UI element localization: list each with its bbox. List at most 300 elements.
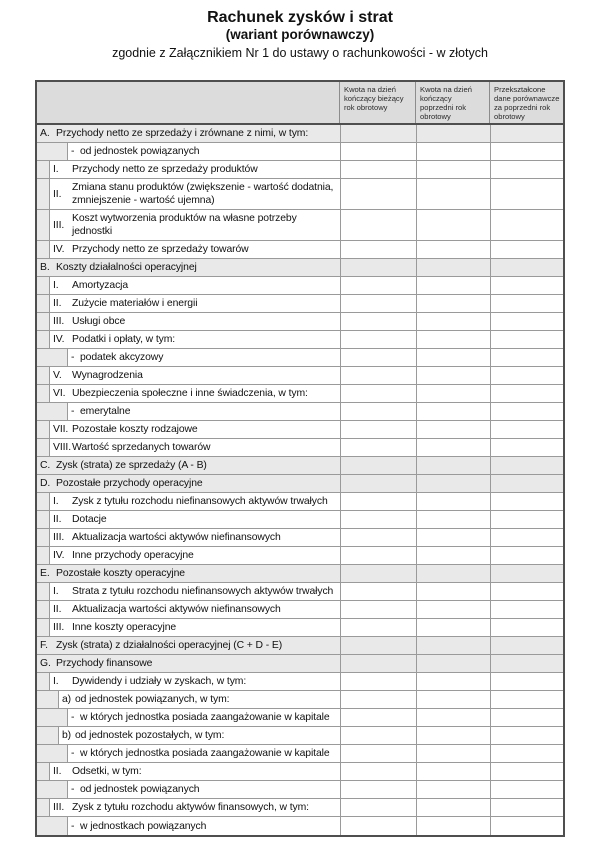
table-row	[37, 367, 563, 385]
row-text: Podatki i opłaty, w tym:	[72, 334, 176, 345]
value-cell-current-year	[340, 565, 416, 582]
value-cell-current-year	[340, 637, 416, 654]
value-cell-restated	[490, 367, 563, 384]
row-label	[37, 125, 340, 142]
document-header	[0, 0, 600, 61]
indent-spacer	[37, 799, 50, 816]
row-number: I.	[53, 586, 59, 597]
row-label	[50, 421, 340, 438]
row-number: II.	[53, 514, 62, 525]
value-cell-restated	[490, 637, 563, 654]
row-number: II.	[53, 298, 62, 309]
value-cell-restated	[490, 259, 563, 276]
row-text: Pozostałe koszty rodzajowe	[72, 424, 198, 435]
value-cell-previous-year	[416, 475, 490, 492]
value-cell-previous-year	[416, 457, 490, 474]
table-row	[37, 655, 563, 673]
row-text: Zmiana stanu produktów (zwiększenie - wartość dodatnia, zmniejszenie - wartość ujemna)	[72, 182, 334, 206]
value-cell-previous-year	[416, 259, 490, 276]
value-cell-current-year	[340, 763, 416, 780]
value-cell-current-year	[340, 277, 416, 294]
value-cell-previous-year	[416, 421, 490, 438]
value-cell-previous-year	[416, 161, 490, 178]
row-text: Koszty działalności operacyjnej	[56, 262, 197, 273]
value-cell-previous-year	[416, 349, 490, 366]
row-number: II.	[53, 766, 62, 777]
value-cell-previous-year	[416, 295, 490, 312]
row-number: -	[71, 784, 75, 795]
table-row	[37, 709, 563, 727]
table-row	[37, 727, 563, 745]
value-cell-previous-year	[416, 125, 490, 142]
indent-spacer	[37, 210, 50, 240]
row-text: Przychody netto ze sprzedaży produktów	[72, 164, 258, 175]
value-cell-current-year	[340, 439, 416, 456]
value-cell-restated	[490, 583, 563, 600]
table-row	[37, 403, 563, 421]
value-cell-current-year	[340, 781, 416, 798]
value-cell-restated	[490, 619, 563, 636]
profit-loss-table	[35, 80, 565, 837]
row-number: II.	[53, 188, 62, 200]
value-cell-previous-year	[416, 781, 490, 798]
row-text: Odsetki, w tym:	[72, 766, 142, 777]
row-text: Wynagrodzenia	[72, 370, 143, 381]
row-text: od jednostek pozostałych, w tym:	[75, 730, 225, 741]
value-cell-current-year	[340, 313, 416, 330]
value-cell-current-year	[340, 367, 416, 384]
value-cell-current-year	[340, 259, 416, 276]
value-cell-current-year	[340, 601, 416, 618]
row-label	[59, 727, 340, 744]
value-cell-restated	[490, 125, 563, 142]
row-label	[50, 367, 340, 384]
table-row	[37, 210, 563, 241]
table-row	[37, 619, 563, 637]
row-number: b)	[62, 730, 72, 741]
value-cell-restated	[490, 143, 563, 160]
row-label	[50, 385, 340, 402]
indent-spacer	[37, 691, 59, 708]
value-cell-previous-year	[416, 313, 490, 330]
value-cell-restated	[490, 781, 563, 798]
value-cell-current-year	[340, 125, 416, 142]
row-text: od jednostek powiązanych	[80, 784, 200, 795]
indent-spacer	[37, 763, 50, 780]
row-label	[50, 313, 340, 330]
indent-spacer	[37, 673, 50, 690]
table-row	[37, 673, 563, 691]
row-number: C.	[40, 460, 51, 471]
row-number: III.	[53, 532, 65, 543]
row-label	[68, 349, 340, 366]
value-cell-restated	[490, 439, 563, 456]
table-row	[37, 313, 563, 331]
row-text: Ubezpieczenia społeczne i inne świadczenia, w tym:	[72, 388, 308, 399]
value-cell-restated	[490, 799, 563, 816]
row-number: -	[71, 712, 75, 723]
row-number: VIII.	[53, 442, 71, 453]
value-cell-restated	[490, 763, 563, 780]
row-label	[37, 457, 340, 474]
table-row	[37, 439, 563, 457]
table-row	[37, 277, 563, 295]
value-cell-restated	[490, 161, 563, 178]
value-cell-restated	[490, 179, 563, 209]
indent-spacer	[37, 295, 50, 312]
table-row	[37, 241, 563, 259]
row-label	[50, 295, 340, 312]
indent-spacer	[37, 745, 68, 762]
value-cell-current-year	[340, 619, 416, 636]
row-label	[59, 691, 340, 708]
row-label	[50, 161, 340, 178]
value-cell-restated	[490, 493, 563, 510]
indent-spacer	[37, 709, 68, 726]
row-label	[68, 781, 340, 798]
indent-spacer	[37, 583, 50, 600]
value-cell-current-year	[340, 511, 416, 528]
row-label	[68, 817, 340, 835]
row-label	[50, 601, 340, 618]
value-cell-restated	[490, 277, 563, 294]
table-row	[37, 331, 563, 349]
table-body	[37, 125, 563, 835]
value-cell-current-year	[340, 817, 416, 835]
document-note: zgodnie z Załącznikiem Nr 1 do ustawy o rachunkowości - w złotych	[112, 46, 488, 60]
value-cell-current-year	[340, 403, 416, 420]
indent-spacer	[37, 313, 50, 330]
value-cell-restated	[490, 210, 563, 240]
table-row	[37, 601, 563, 619]
row-label	[37, 565, 340, 582]
table-row	[37, 143, 563, 161]
row-label	[50, 763, 340, 780]
row-number: VI.	[53, 388, 66, 399]
row-number: III.	[53, 219, 65, 231]
value-cell-previous-year	[416, 179, 490, 209]
row-label	[68, 745, 340, 762]
indent-spacer	[37, 817, 68, 835]
value-cell-previous-year	[416, 511, 490, 528]
indent-spacer	[37, 143, 68, 160]
value-cell-current-year	[340, 583, 416, 600]
row-number: V.	[53, 370, 62, 381]
value-cell-previous-year	[416, 331, 490, 348]
table-row	[37, 349, 563, 367]
row-text: od jednostek powiązanych	[80, 146, 200, 157]
row-number: I.	[53, 280, 59, 291]
value-cell-restated	[490, 601, 563, 618]
value-cell-restated	[490, 421, 563, 438]
table-row	[37, 781, 563, 799]
value-cell-current-year	[340, 799, 416, 816]
row-text: Amortyzacja	[72, 280, 129, 291]
row-label	[50, 583, 340, 600]
value-cell-previous-year	[416, 277, 490, 294]
value-cell-restated	[490, 529, 563, 546]
table-row	[37, 161, 563, 179]
indent-spacer	[37, 511, 50, 528]
row-text: Przychody netto ze sprzedaży towarów	[72, 244, 249, 255]
table-header-row	[37, 82, 563, 125]
value-cell-previous-year	[416, 637, 490, 654]
row-text: Pozostałe przychody operacyjne	[56, 478, 203, 489]
value-cell-previous-year	[416, 385, 490, 402]
table-row	[37, 125, 563, 143]
value-cell-previous-year	[416, 493, 490, 510]
row-text: w których jednostka posiada zaangażowanie w kapitale	[80, 712, 330, 723]
row-label	[50, 331, 340, 348]
value-cell-previous-year	[416, 799, 490, 816]
value-cell-previous-year	[416, 763, 490, 780]
table-row	[37, 493, 563, 511]
table-row	[37, 295, 563, 313]
row-number: I.	[53, 164, 59, 175]
value-cell-current-year	[340, 385, 416, 402]
row-number: IV.	[53, 550, 65, 561]
document-subtitle: (wariant porównawczy)	[225, 27, 375, 42]
table-row	[37, 799, 563, 817]
table-row	[37, 457, 563, 475]
value-cell-restated	[490, 475, 563, 492]
indent-spacer	[37, 161, 50, 178]
row-text: Inne przychody operacyjne	[72, 550, 194, 561]
value-cell-restated	[490, 385, 563, 402]
value-cell-current-year	[340, 179, 416, 209]
row-label	[50, 277, 340, 294]
row-text: w jednostkach powiązanych	[80, 820, 207, 832]
table-row	[37, 385, 563, 403]
row-number: III.	[53, 802, 65, 813]
indent-spacer	[37, 331, 50, 348]
header-col-current-year: Kwota na dzień kończący bieżący rok obrotowy	[340, 82, 416, 123]
row-label	[68, 143, 340, 160]
value-cell-previous-year	[416, 583, 490, 600]
value-cell-previous-year	[416, 143, 490, 160]
table-row	[37, 421, 563, 439]
value-cell-current-year	[340, 349, 416, 366]
row-label	[68, 709, 340, 726]
value-cell-previous-year	[416, 210, 490, 240]
indent-spacer	[37, 529, 50, 546]
value-cell-current-year	[340, 295, 416, 312]
value-cell-restated	[490, 745, 563, 762]
indent-spacer	[37, 241, 50, 258]
indent-spacer	[37, 601, 50, 618]
row-number: -	[71, 146, 75, 157]
row-label	[50, 210, 340, 240]
table-row	[37, 763, 563, 781]
value-cell-restated	[490, 457, 563, 474]
indent-spacer	[37, 349, 68, 366]
row-number: I.	[53, 676, 59, 687]
row-text: Pozostałe koszty operacyjne	[56, 568, 185, 579]
indent-spacer	[37, 179, 50, 209]
row-number: D.	[40, 478, 51, 489]
value-cell-restated	[490, 331, 563, 348]
value-cell-restated	[490, 403, 563, 420]
row-number: -	[71, 820, 75, 832]
value-cell-previous-year	[416, 727, 490, 744]
row-number: A.	[40, 128, 50, 139]
row-number: I.	[53, 496, 59, 507]
indent-spacer	[37, 367, 50, 384]
value-cell-current-year	[340, 457, 416, 474]
value-cell-current-year	[340, 691, 416, 708]
indent-spacer	[37, 547, 50, 564]
value-cell-previous-year	[416, 817, 490, 835]
table-row	[37, 817, 563, 835]
value-cell-restated	[490, 349, 563, 366]
row-number: B.	[40, 262, 50, 273]
value-cell-previous-year	[416, 619, 490, 636]
value-cell-restated	[490, 817, 563, 835]
row-text: Strata z tytułu rozchodu niefinansowych aktywów trwałych	[72, 586, 334, 597]
value-cell-current-year	[340, 655, 416, 672]
value-cell-previous-year	[416, 529, 490, 546]
indent-spacer	[37, 619, 50, 636]
row-number: III.	[53, 622, 65, 633]
header-col-restated-data: Przekształcone dane porównawcze za poprzedni rok obrotowy	[494, 85, 560, 121]
row-number: E.	[40, 568, 50, 579]
value-cell-previous-year	[416, 655, 490, 672]
row-number: VII.	[53, 424, 69, 435]
row-text: Aktualizacja wartości aktywów niefinansowych	[72, 604, 281, 615]
row-label	[50, 493, 340, 510]
row-label	[37, 637, 340, 654]
row-number: a)	[62, 694, 72, 705]
row-label	[50, 547, 340, 564]
value-cell-current-year	[340, 727, 416, 744]
value-cell-previous-year	[416, 367, 490, 384]
indent-spacer	[37, 727, 59, 744]
row-label	[50, 241, 340, 258]
row-text: Zysk z tytułu rozchodu niefinansowych aktywów trwałych	[72, 496, 328, 507]
value-cell-restated	[490, 295, 563, 312]
table-row	[37, 583, 563, 601]
value-cell-previous-year	[416, 691, 490, 708]
value-cell-current-year	[340, 331, 416, 348]
indent-spacer	[37, 403, 68, 420]
row-number: -	[71, 748, 75, 759]
row-text: Inne koszty operacyjne	[72, 622, 177, 633]
row-text: Dotacje	[72, 514, 107, 525]
value-cell-restated	[490, 241, 563, 258]
value-cell-current-year	[340, 745, 416, 762]
row-label	[50, 619, 340, 636]
row-text: Aktualizacja wartości aktywów niefinansowych	[72, 532, 281, 543]
row-text: Zysk (strata) z działalności operacyjnej (C + D - E)	[56, 640, 283, 651]
row-text: emerytalne	[80, 406, 131, 417]
row-label	[50, 511, 340, 528]
indent-spacer	[37, 385, 50, 402]
value-cell-previous-year	[416, 673, 490, 690]
value-cell-current-year	[340, 161, 416, 178]
row-number: IV.	[53, 244, 65, 255]
row-label	[50, 529, 340, 546]
row-text: Koszt wytworzenia produktów na własne potrzeby jednostki	[72, 213, 297, 237]
row-number: II.	[53, 604, 62, 615]
table-row	[37, 547, 563, 565]
indent-spacer	[37, 781, 68, 798]
value-cell-previous-year	[416, 403, 490, 420]
row-label	[50, 179, 340, 209]
value-cell-current-year	[340, 673, 416, 690]
indent-spacer	[37, 421, 50, 438]
table-row	[37, 179, 563, 210]
value-cell-previous-year	[416, 745, 490, 762]
value-cell-restated	[490, 565, 563, 582]
row-label	[68, 403, 340, 420]
document-title: Rachunek zysków i strat	[207, 9, 393, 26]
indent-spacer	[37, 439, 50, 456]
value-cell-restated	[490, 655, 563, 672]
value-cell-previous-year	[416, 565, 490, 582]
row-number: -	[71, 406, 75, 417]
header-col-previous-year: Kwota na dzień kończący poprzedni rok obrotowy	[416, 82, 490, 123]
value-cell-current-year	[340, 241, 416, 258]
header-label-cell	[37, 82, 340, 123]
row-text: Przychody finansowe	[56, 658, 153, 669]
value-cell-restated	[490, 511, 563, 528]
row-label	[50, 799, 340, 816]
row-text: Wartość sprzedanych towarów	[72, 442, 211, 453]
value-cell-current-year	[340, 493, 416, 510]
value-cell-restated	[490, 709, 563, 726]
value-cell-restated	[490, 313, 563, 330]
value-cell-current-year	[340, 709, 416, 726]
row-text: Zysk (strata) ze sprzedaży (A - B)	[56, 460, 207, 471]
value-cell-previous-year	[416, 601, 490, 618]
table-row	[37, 529, 563, 547]
row-label	[37, 655, 340, 672]
indent-spacer	[37, 277, 50, 294]
table-row	[37, 259, 563, 277]
table-row	[37, 511, 563, 529]
value-cell-current-year	[340, 210, 416, 240]
row-number: G.	[40, 658, 51, 669]
table-row	[37, 745, 563, 763]
row-label	[50, 439, 340, 456]
value-cell-previous-year	[416, 439, 490, 456]
indent-spacer	[37, 493, 50, 510]
value-cell-current-year	[340, 421, 416, 438]
value-cell-restated	[490, 691, 563, 708]
value-cell-previous-year	[416, 241, 490, 258]
value-cell-restated	[490, 547, 563, 564]
value-cell-previous-year	[416, 709, 490, 726]
row-text: podatek akcyzowy	[80, 352, 164, 363]
value-cell-restated	[490, 673, 563, 690]
value-cell-current-year	[340, 475, 416, 492]
row-label	[37, 259, 340, 276]
value-cell-current-year	[340, 547, 416, 564]
row-text: Usługi obce	[72, 316, 126, 327]
row-text: Zysk z tytułu rozchodu aktywów finansowych, w tym:	[72, 802, 309, 813]
row-number: F.	[40, 640, 48, 651]
table-row	[37, 475, 563, 493]
row-text: Dywidendy i udziały w zyskach, w tym:	[72, 676, 247, 687]
row-number: -	[71, 352, 75, 363]
row-number: IV.	[53, 334, 65, 345]
value-cell-current-year	[340, 143, 416, 160]
value-cell-previous-year	[416, 547, 490, 564]
row-text: w których jednostka posiada zaangażowanie w kapitale	[80, 748, 330, 759]
value-cell-current-year	[340, 529, 416, 546]
table-row	[37, 637, 563, 655]
row-text: Przychody netto ze sprzedaży i zrównane z nimi, w tym:	[56, 128, 309, 139]
